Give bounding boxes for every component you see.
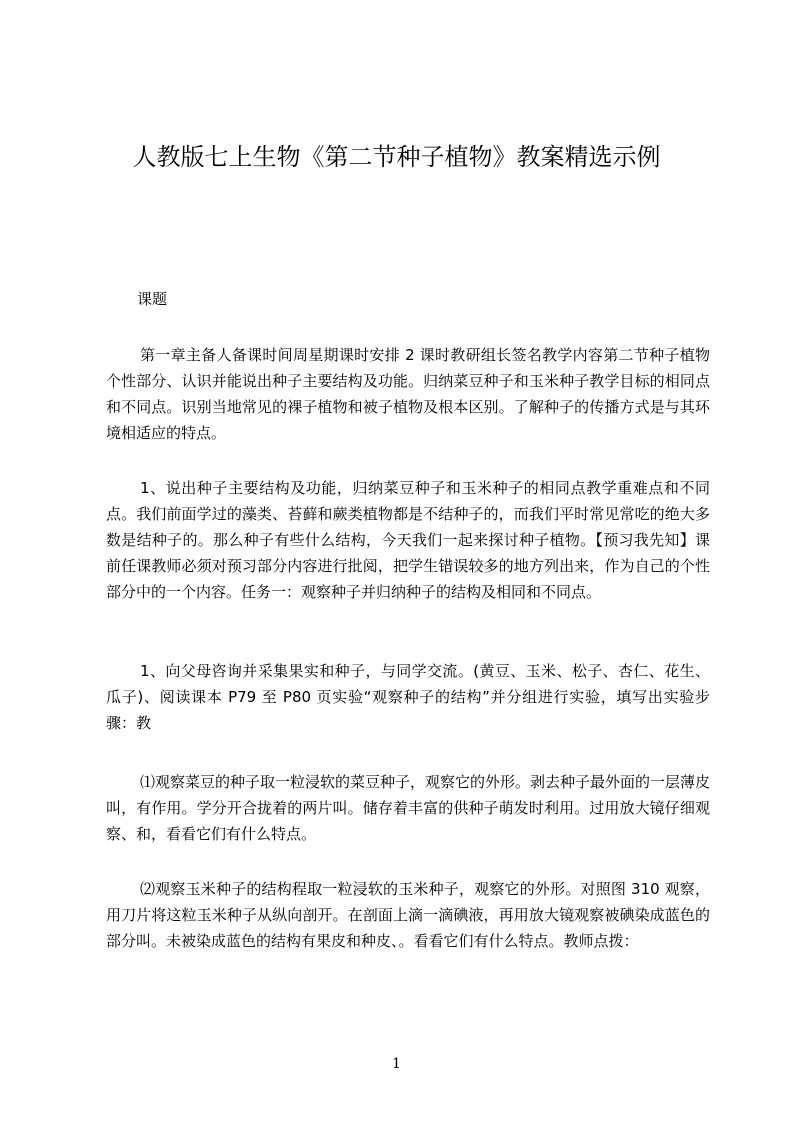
page-number: 1 — [392, 1056, 401, 1072]
paragraph-key-points: 1、说出种子主要结构及功能，归纳菜豆种子和玉米种子的相同点教学重难点和不同点。我们前面学过的藻类、苔藓和蕨类植物都是不结种子的，而我们平时常见常吃的绝大多数是结种子的。那么种子有些什么结构，今天我们一起来探讨种子植物。【预习我先知】课前任课教师必须对预习部分内容进行批阅，把学生错误较多的地方列出来，作为自己的个性部分中的一个内容。任务一：观察种子并归纳种子的结构及相同和不同点。 — [106, 479, 710, 601]
paragraph-course-info: 第一章主备人备课时间周星期课时安排 2 课时教研组长签名教学内容第二节种子植物个性部分、认识并能说出种子主要结构及功能。归纳菜豆种子和玉米种子教学目标的相同点和不同点。识别当地常见的裸子植物和被子植物及根本区别。了解种子的传播方式是与其环境相适应的特点。 — [106, 346, 710, 442]
section-heading: 课题 — [137, 290, 168, 308]
paragraph-corn-seed: ⑵观察玉米种子的结构程取一粒浸软的玉米种子，观察它的外形。对照图 310 观察，用刀片将这粒玉米种子从纵向剖开。在剖面上滴一滴碘液，再用放大镜观察被碘染成蓝色的部分叫。未被染成蓝色的结构有果皮和种皮、。看看它们有什么特点。教师点拨： — [106, 880, 710, 950]
paragraph-bean-seed: ⑴观察菜豆的种子取一粒浸软的菜豆种子，观察它的外形。剥去种子最外面的一层薄皮叫，有作用。学分开合拢着的两片叫。储存着丰富的供种子萌发时利用。过用放大镜仔细观察、和，看看它们有什么特点。 — [106, 773, 711, 843]
document-title: 人教版七上生物《第二节种子植物》教案精选示例 — [132, 143, 661, 171]
paragraph-activity-one: 1、向父母咨询并采集果实和种子，与同学交流。(黄豆、玉米、松子、杏仁、花生、瓜子)、阅读课本 P79 至 P80 页实验“观察种子的结构”并分组进行实验，填写出实验步骤：教 — [106, 662, 710, 732]
